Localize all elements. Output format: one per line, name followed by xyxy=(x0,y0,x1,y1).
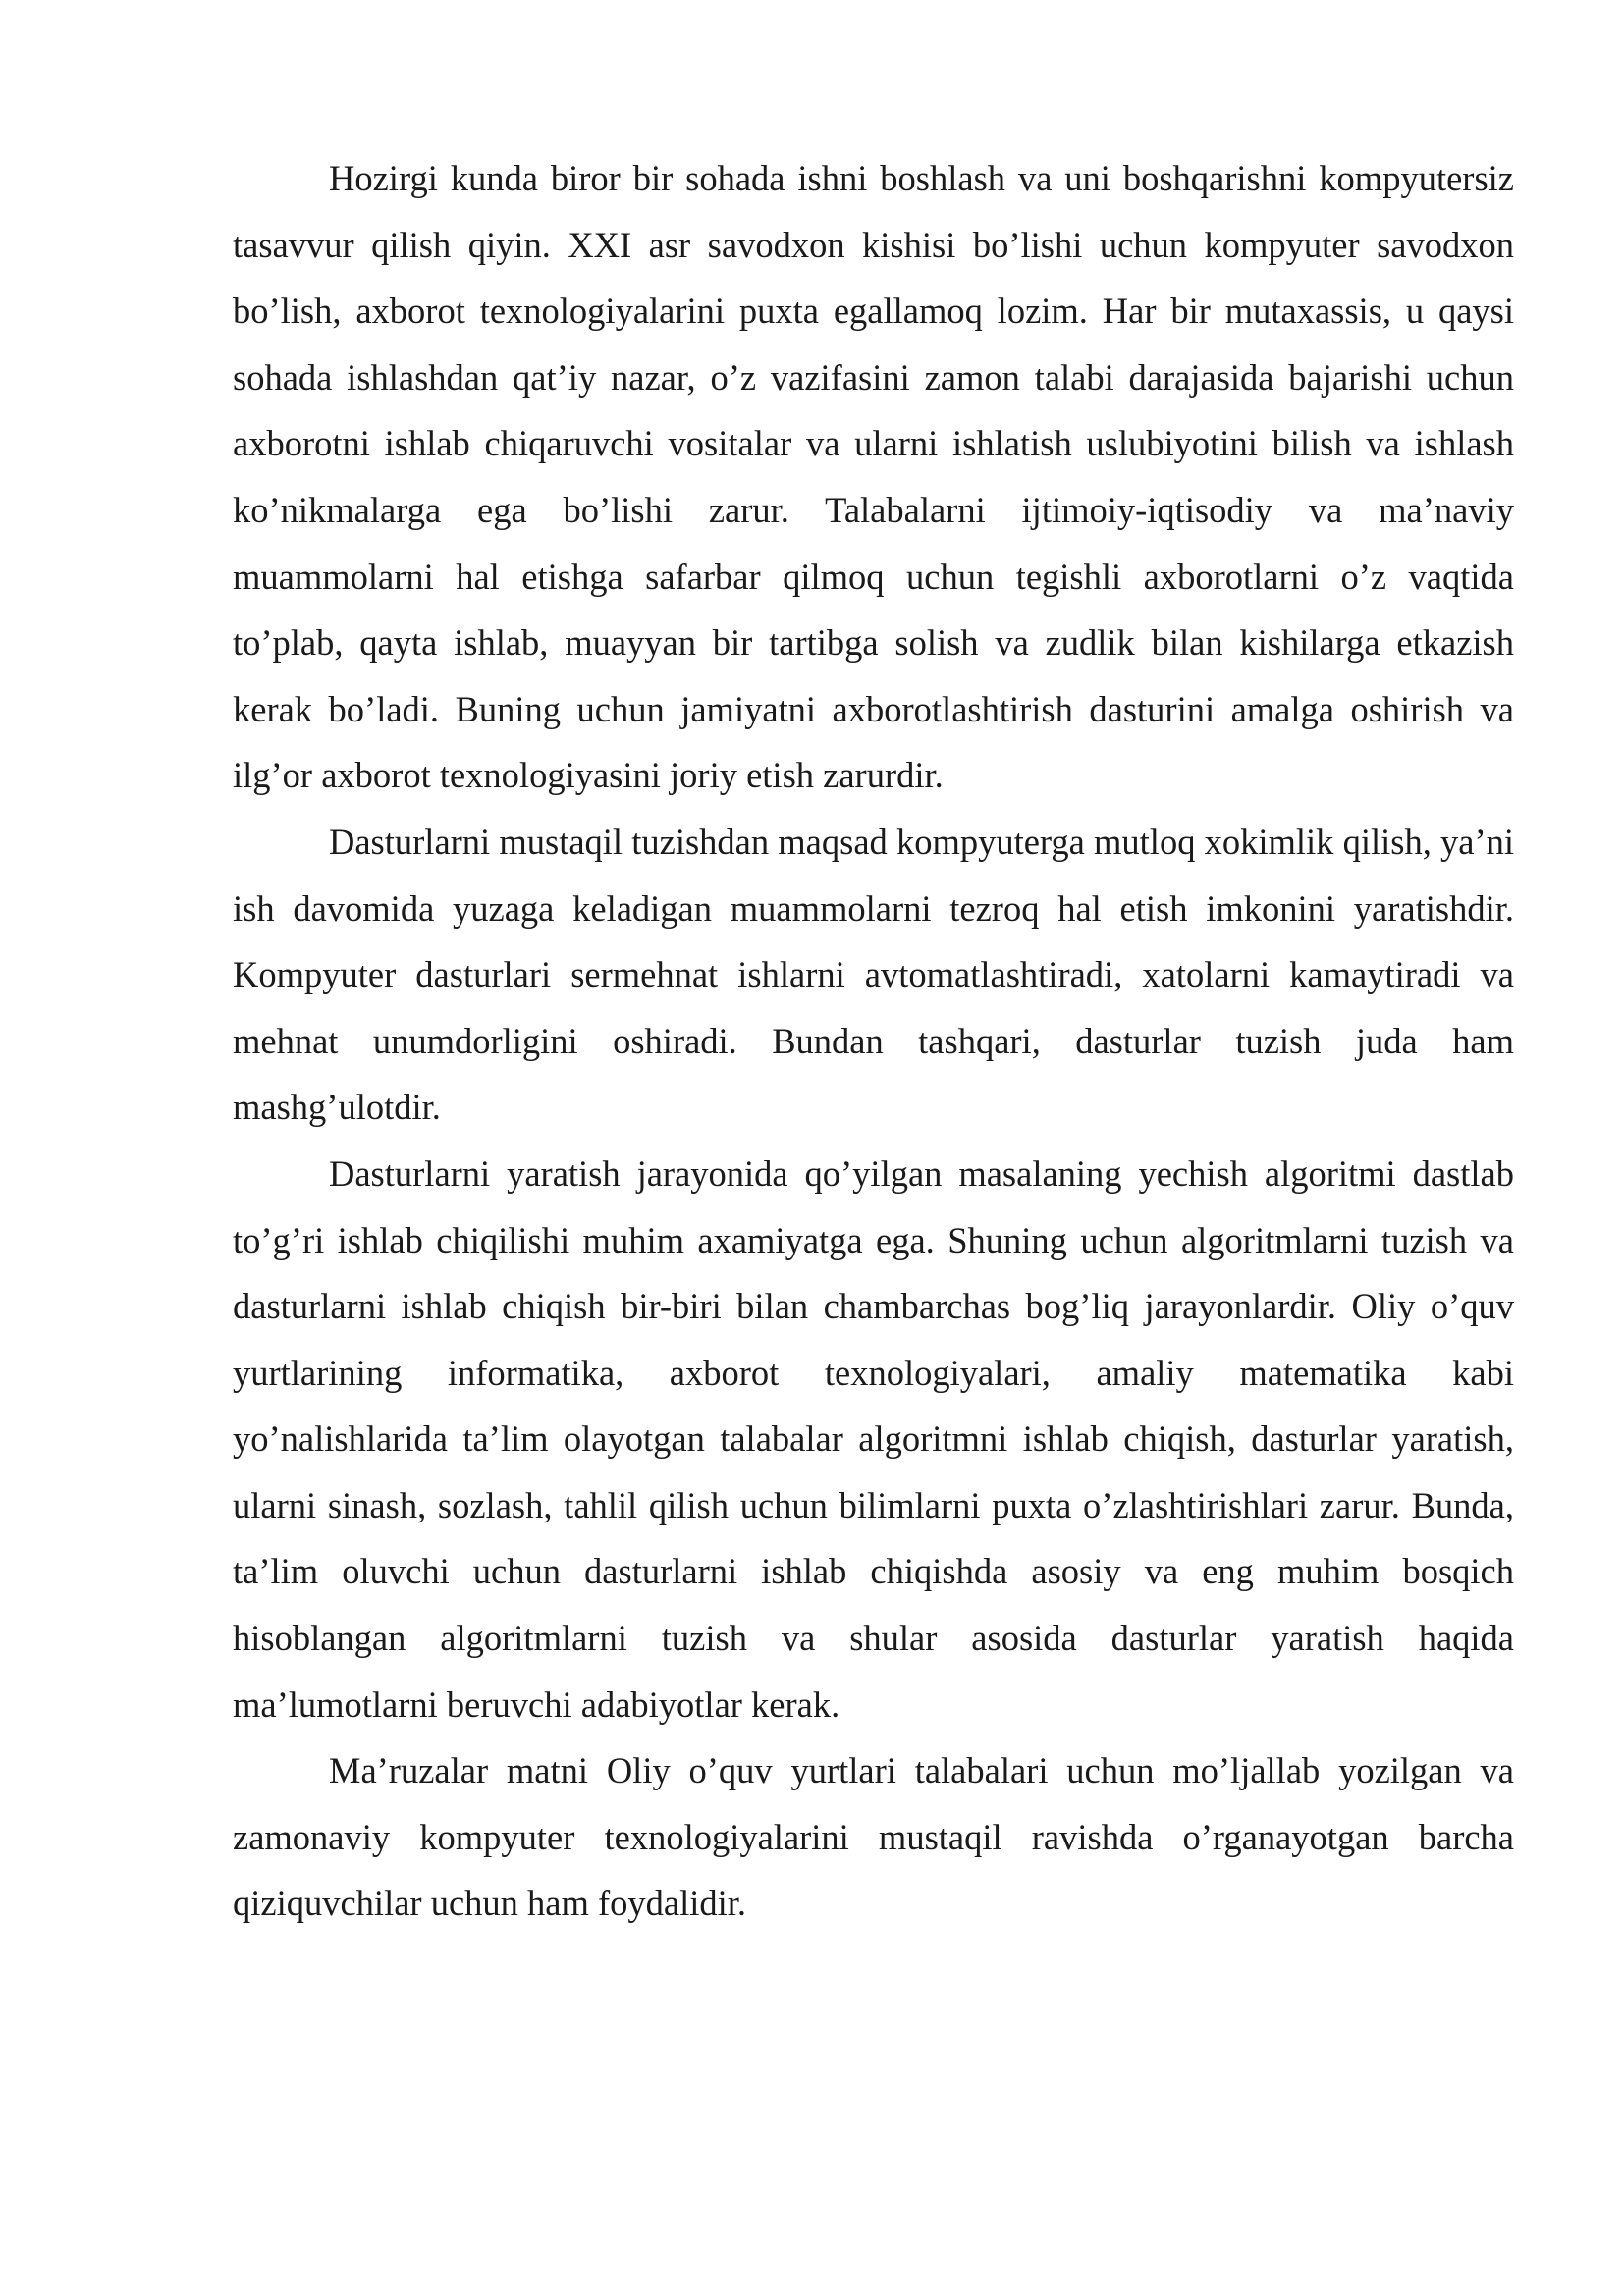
document-body xyxy=(233,145,1514,1937)
paragraph-3: Dasturlarni yaratish jarayonida qo’yilgan masalaning yechish algoritmi dastlab to’g’ri ishlab chiqilishi muhim axamiyatga ega. Shuning uchun algoritmlarni tuzish va dasturlarni ishlab chiqish bir-biri bilan chambarchas bog’liq jarayonlardir. Oliy o’quv yurtlarining informatika, axborot texnologiyalari, amaliy matematika kabi yo’nalishlarida ta’lim olayotgan talabalar algoritmni ishlab chiqish, dasturlar yaratish, ularni sinash, sozlash, tahlil qilish uchun bilimlarni puxta o’zlashtirishlari zarur. Bunda, ta’lim oluvchi uchun dasturlarni ishlab chiqishda asosiy va eng muhim bosqich hisoblangan algoritmlarni tuzish va shular asosida dasturlar yaratish haqida ma’lumotlarni beruvchi adabiyotlar kerak. xyxy=(233,1152,1514,1725)
paragraph-1: Hozirgi kunda biror bir sohada ishni boshlash va uni boshqarishni kompyutersiz tasavvur qilish qiyin. XXI asr savodxon kishisi bo’lishi uchun kompyuter savodxon bo’lish, axborot texnologiyalarini puxta egallamoq lozim. Har bir mutaxassis, u qaysi sohada ishlashdan qat’iy nazar, o’z vazifasini zamon talabi darajasida bajarishi uchun axborotni ishlab chiqaruvchi vositalar va ularni ishlatish uslubiyotini bilish va ishlash ko’nikmalarga ega bo’lishi zarur. Talabalarni ijtimoiy-iqtisodiy va ma’naviy muammolarni hal etishga safarbar qilmoq uchun tegishli axborotlarni o’z vaqtida to’plab, qayta ishlab, muayyan bir tartibga solish va zudlik bilan kishilarga etkazish kerak bo’ladi. Buning uchun jamiyatni axborotlashtirish dasturini amalga oshirish va ilg’or axborot texnologiyasini joriy etish zarurdir. xyxy=(233,158,1514,796)
paragraph-4: Ma’ruzalar matni Oliy o’quv yurtlari talabalari uchun mo’ljallab yozilgan va zamonaviy kompyuter texnologiyalarini mustaqil ravishda o’rganayotgan barcha qiziquvchilar uchun ham foydalidir. xyxy=(233,1750,1514,1924)
paragraph-2: Dasturlarni mustaqil tuzishdan maqsad kompyuterga mutloq xokimlik qilish, ya’ni ish davomida yuzaga keladigan muammolarni tezroq hal etish imkonini yaratishdir. Kompyuter dasturlari sermehnat ishlarni avtomatlashtiradi, xatolarni kamaytiradi va mehnat unumdorligini oshiradi. Bundan tashqari, dasturlar tuzish juda ham mashg’ulotdir. xyxy=(233,821,1514,1128)
